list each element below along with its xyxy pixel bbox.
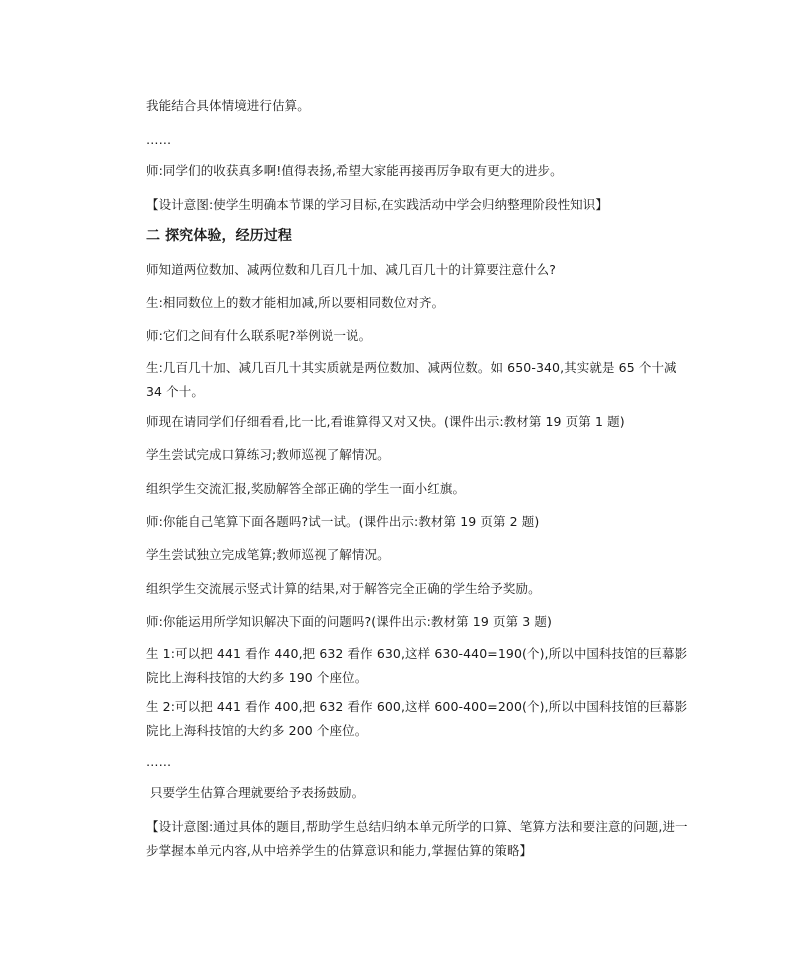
section-heading: 二 探究体验，经历过程 xyxy=(146,228,292,244)
paragraph-written-practice: 学生尝试独立完成笔算;教师巡视了解情况。 xyxy=(146,547,390,562)
paragraph-exercise-3: 师:你能运用所学知识解决下面的问题吗?(课件出示:教材第 19 页第 3 题) xyxy=(146,614,552,629)
paragraph-self-assessment: 我能结合具体情境进行估算。 xyxy=(146,98,310,113)
paragraph-student-1: 生 1:可以把 441 看作 440,把 632 看作 630,这样 630-440=190(个),所以中国科技馆的巨幕影院比上海科技馆的大约多 190 个座位。 xyxy=(146,646,688,685)
paragraph-student-2: 生 2:可以把 441 看作 400,把 632 看作 600,这样 600-400=200(个),所以中国科技馆的巨幕影院比上海科技馆的大约多 200 个座位。 xyxy=(146,699,688,738)
design-intent-note: 【设计意图:使学生明确本节课的学习目标,在实践活动中学会归纳整理阶段性知识】 xyxy=(146,197,608,212)
ellipsis: …… xyxy=(146,754,172,769)
paragraph-exercise-1: 师现在请同学们仔细看看,比一比,看谁算得又对又快。(课件出示:教材第 19 页第 1 题) xyxy=(146,414,625,429)
paragraph-student-answer: 生:相同数位上的数才能相加减,所以要相同数位对齐。 xyxy=(146,295,445,310)
ellipsis: …… xyxy=(146,132,172,147)
paragraph-encouragement: 只要学生估算合理就要给予表扬鼓励。 xyxy=(150,785,365,800)
paragraph-student-example: 生:几百几十加、减几百几十其实质就是两位数加、减两位数。如 650-340,其实就是 65 个十减 34 个十。 xyxy=(146,360,677,399)
paragraph-exercise-2: 师:你能自己笔算下面各题吗?试一试。(课件出示:教材第 19 页第 2 题) xyxy=(146,514,540,529)
paragraph-teacher-prompt: 师:它们之间有什么联系呢?举例说一说。 xyxy=(146,328,372,343)
paragraph-teacher-praise: 师:同学们的收获真多啊!值得表扬,希望大家能再接再厉争取有更大的进步。 xyxy=(146,163,563,178)
paragraph-oral-practice: 学生尝试完成口算练习;教师巡视了解情况。 xyxy=(146,447,390,462)
design-intent-note-2: 【设计意图:通过具体的题目,帮助学生总结归纳本单元所学的口算、笔算方法和要注意的问题,进一步掌握本单元内容,从中培养学生的估算意识和能力,掌握估算的策略】 xyxy=(146,819,688,858)
paragraph-vertical-results: 组织学生交流展示竖式计算的结果,对于解答完全正确的学生给予奖励。 xyxy=(146,581,541,596)
paragraph-teacher-question: 师知道两位数加、减两位数和几百几十加、减几百几十的计算要注意什么? xyxy=(146,262,556,277)
paragraph-report: 组织学生交流汇报,奖励解答全部正确的学生一面小红旗。 xyxy=(146,481,466,496)
